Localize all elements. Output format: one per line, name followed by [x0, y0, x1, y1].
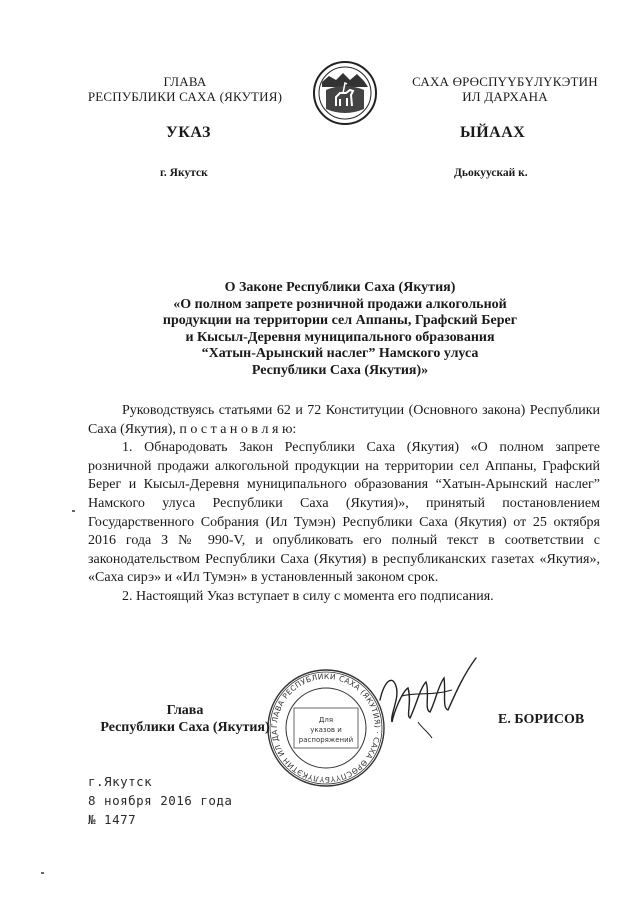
decree-body	[88, 402, 600, 607]
document-type-sakha: ЫЙААХ	[460, 124, 526, 141]
issuer-header-russian	[70, 74, 300, 104]
decree-title-line: продукции на территории сел Аппаны, Графский Берег	[162, 313, 518, 328]
seal-center-line2: указов и	[310, 726, 342, 734]
registration-city: г.Якутск	[88, 774, 153, 789]
registration-date: 8 ноября 2016 года	[88, 793, 233, 808]
registration-number: № 1477	[88, 812, 137, 827]
decree-title-line: О Законе Республики Саха (Якутия)	[224, 280, 456, 295]
seal-ring-text: ГЛАВА РЕСПУБЛИКИ САХА (ЯКУТИЯ) · САХА ӨРӨСПҮҮБҮЛҮКЭТИН ИЛ ДА	[269, 671, 383, 785]
place-of-issue-sakha: Дьокуускай к.	[454, 167, 528, 179]
seal-center-line1: Для	[318, 716, 334, 724]
registration-block	[88, 772, 232, 829]
issuer-title-line1: ГЛАВА	[163, 74, 207, 89]
document-type-russian: УКАЗ	[166, 124, 211, 141]
signatory-title-line1: Глава	[166, 703, 204, 718]
clause-1-paragraph: 1. Обнародовать Закон Республики Саха (Якутия) «О полном запрете розничной продажи алкогольной продукции на территории сел Аппаны, Графский Берег и Кысыл-Деревня муниципального образования “Хатын-Арынский наслег” Намского улуса Республики Саха (Якутия)», принятый постановлением Государственного Собрания (Ил Тумэн) Республики Саха (Якутия) от 25 октября 2016 года З № 990-V, и опубликовать его полный текст в соответствии с законодательством Республики Саха (Якутия) в республиканских газетах «Якутия», «Саха сирэ» и «Ил Тумэн» в установленный законом срок.	[88, 440, 600, 586]
issuer-title-line2: РЕСПУБЛИКИ САХА (ЯКУТИЯ)	[87, 89, 283, 104]
decree-title-line: “Хатын-Арынский наслег” Намского улуса	[201, 346, 479, 361]
signatory-name: Е. БОРИСОВ	[498, 712, 585, 727]
seal-center-line3: распоряжений	[298, 736, 354, 744]
clause-2-paragraph: 2. Настоящий Указ вступает в силу с момента его подписания.	[122, 588, 494, 604]
decree-title-line: Республики Саха (Якутия)»	[251, 362, 429, 378]
decree-title-line: «О полном запрете розничной продажи алкогольной	[173, 296, 507, 312]
coat-of-arms-icon	[312, 60, 378, 126]
decree-title	[120, 280, 560, 379]
place-of-issue-russian: г. Якутск	[160, 167, 208, 179]
issuer-header-sakha	[385, 74, 625, 104]
decree-title-line: и Кысыл-Деревня муниципального образования	[185, 329, 495, 345]
scan-speck	[41, 872, 44, 874]
issuer-title-sakha-line1: САХА ӨРӨСПҮҮБҮЛҮКЭТИН	[412, 74, 598, 89]
handwritten-signature	[372, 652, 484, 742]
preamble-paragraph: Руководствуясь статьями 62 и 72 Конституции (Основного закона) Республики Саха (Якутия), п о с т а н о в л я ю:	[88, 403, 600, 437]
signatory-title	[90, 702, 280, 736]
issuer-title-sakha-line2: ИЛ ДАРХАНА	[462, 89, 548, 104]
scan-speck	[72, 510, 75, 512]
signatory-title-line2: Республики Саха (Якутия)	[100, 720, 270, 735]
official-seal	[264, 666, 388, 790]
